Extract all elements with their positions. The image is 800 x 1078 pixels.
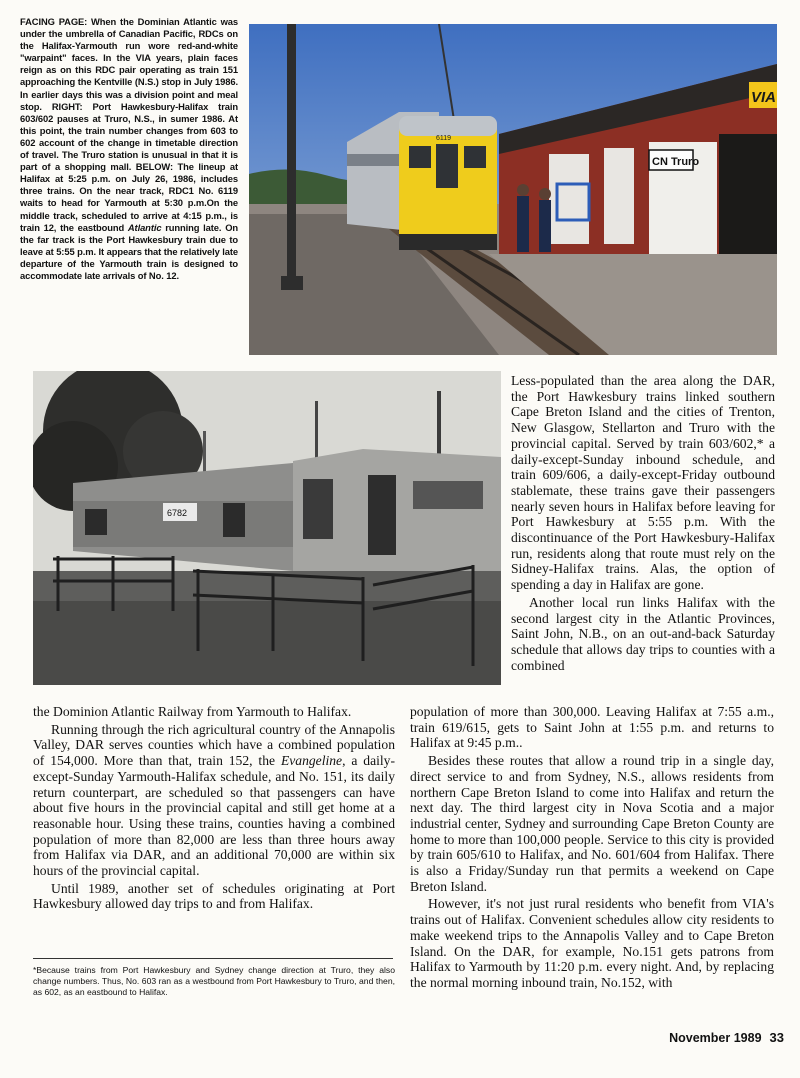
page-number: 33 bbox=[769, 1030, 784, 1045]
rdc-number: 6119 bbox=[436, 135, 452, 142]
article-column-right bbox=[410, 704, 774, 991]
truro-station-photo bbox=[249, 24, 777, 355]
paragraph: Less-populated than the area along the DAR, the Port Hawkesbury trains linked southern Cape Breton Island and the cities of Trenton, New Glasgow, Stellarton and Truro with the provincial capital. Served by train 603/602,* a daily-except-Sunday inbound schedule, and train 609/606, a daily-except-Friday outbound stablemate, these trains gave their passengers nearly seven hours in Halifax before leaving for Port Hawkesbury at 5:55 p.m. With the discontinuance of the Port Hawkesbury-Halifax run, residents along that route must rely on the Sidney-Halifax trains. Alas, the option of spending a day in Halifax are gone. bbox=[511, 373, 775, 593]
paragraph: the Dominion Atlantic Railway from Yarmouth to Halifax. bbox=[33, 704, 352, 719]
paragraph: population of more than 300,000. Leaving Halifax at 7:55 a.m., train 619/615, gets to Saint John at 1:55 p.m. and returns to Halifax at 9:45 p.m.. bbox=[410, 704, 774, 751]
paragraph: Running through the rich agricultural country of the Annapolis Valley, DAR serves counties which have a combined population of 154,000. More than that, train 152, the Evangeline, a daily-except-Sunday Yarmouth-Halifax schedule, and No. 151, its daily return counterpart, are scheduled so that passengers can have about five hours in the provincial capital and still get home at a reasonable hour. Using these trains, counties having a combined population of more than 82,000 are less than three hours away from Halifax via DAR, and an additional 70,000 are within six hours of the provincial capital. bbox=[33, 721, 396, 879]
paragraph: Until 1989, another set of schedules originating at Port Hawkesbury allowed day trips to and from Halifax. bbox=[33, 880, 395, 912]
via-roof-sign: VIA bbox=[751, 89, 777, 106]
photo-caption bbox=[20, 16, 238, 282]
article-column-right-top bbox=[511, 373, 775, 673]
paragraph: Besides these routes that allow a round trip in a single day, direct service to and from Sydney, N.S., allows residents from northern Cape Breton Island to come into Halifax and return the next day. The third largest city in Nova Scotia and a major industrial center, Sydney and surrounding Cape Breton County are home to more than 100,000 people. Service to this city is provided by train 605/610 to Halifax, and No. 601/604 from Halifax. There is also a Friday/Sunday run that permits a weekend on Cape Breton Island. bbox=[410, 753, 774, 894]
footnote-divider bbox=[33, 958, 393, 959]
article-column-left bbox=[33, 704, 395, 912]
station-sign: CN Truro bbox=[652, 156, 700, 168]
page-folio bbox=[669, 1030, 784, 1045]
rdc-number-bottom: 6782 bbox=[167, 508, 188, 518]
paragraph: However, it's not just rural residents who benefit from VIA's trains out of Halifax. Convenient schedules allow city residents to make weekend trips to the Annapolis Valley and to Cape Breton Island. On the DAR, for example, No.151 gets patrons from Halifax to Yarmouth by 11:20 p.m. every night. And, by replacing the normal morning inbound train, No.152, with bbox=[410, 896, 774, 990]
truro-station-illustration bbox=[249, 24, 777, 355]
caption-text: FACING PAGE: When the Dominian Atlantic was under the umbrella of Canadian Pacific, RDCs on the Halifax-Yarmouth run wore red-and-white "warpaint" faces. In the VIA years, plain faces reign as on this RDC pair operating as train 151 approaching the Kentville (N.S.) stop in July 1986. In earlier days this was a division point and meal stop. RIGHT: Port Hawkesbury-Halifax train 603/602 pauses at Truro, N.S., in sumer 1986. At this point, the train number changes from 603 to 602 account of the change in timetable direction of travel. The Truro station is unusual in that it is part of a shopping mall. BELOW: The lineup at Halifax at 5:25 p.m. on July 26, 1986, includes three trains. On the near track, RDC1 No. 6119 waits to head for Yarmouth at 5:30 p.m.On the middle track, scheduled to arrive at 4:15 p.m., is train 12, the eastbound Atlantic running late. On the far track is the Port Hawkesbury train due to leave at 5:55 p.m. It appears that the relatively late departure of the Yarmouth train is designed to accommodate late arrivals of No. 12. bbox=[20, 16, 239, 281]
halifax-lineup-photo bbox=[33, 371, 501, 685]
paragraph: Another local run links Halifax with the second largest city in the Atlantic Provinces, Saint John, N.B., on an out-and-back Saturday schedule that allows day trips to counties with a combined bbox=[511, 594, 775, 673]
footnote: *Because trains from Port Hawkesbury and Sydney change direction at Truro, they also change numbers. Thus, No. 603 ran as a westbound from Port Hawkesbury to Truro, and then, as 602, as an eastbound to Halifax. bbox=[33, 965, 395, 998]
halifax-lineup-illustration bbox=[33, 371, 501, 685]
issue-date: November 1989 bbox=[669, 1031, 762, 1045]
